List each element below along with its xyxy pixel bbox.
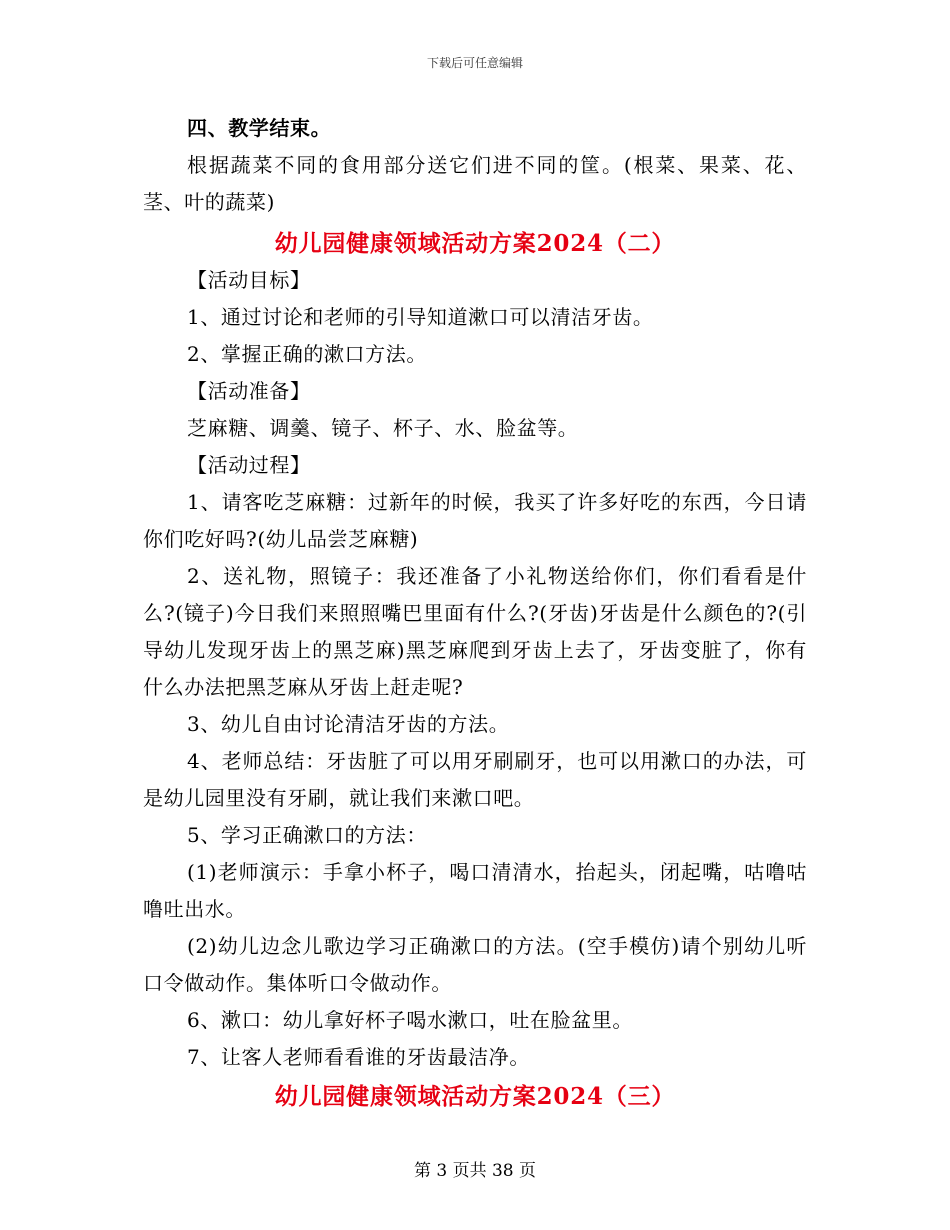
list-item: 1、请客吃芝麻糖：过新年的时候，我买了许多好吃的东西，今日请你们吃好吗?(幼儿品尝芝麻糖) (143, 490, 807, 551)
list-item: 4、老师总结：牙齿脏了可以用牙刷刷牙，也可以用漱口的办法，可是幼儿园里没有牙刷，就让我们来漱口吧。 (143, 749, 807, 810)
page-number: 第 3 页共 38 页 (413, 1161, 537, 1181)
section-heading: 幼儿园健康领域活动方案2024（三） (274, 1083, 676, 1110)
section-heading: 幼儿园健康领域活动方案2024（二） (274, 230, 676, 257)
section-title: 四、教学结束。 (187, 116, 332, 140)
paragraph: 根据蔬菜不同的食用部分送它们进不同的筐。(根菜、果菜、花、茎、叶的蔬菜) (143, 153, 807, 214)
process-label: 【活动过程】 (187, 453, 311, 477)
list-item: 3、幼儿自由讨论清洁牙齿的方法。 (187, 712, 510, 736)
goals-label: 【活动目标】 (187, 268, 311, 292)
list-item: 2、掌握正确的漱口方法。 (187, 342, 427, 366)
list-item: 7、让客人老师看看谁的牙齿最洁净。 (187, 1045, 530, 1069)
list-item: 5、学习正确漱口的方法： (187, 823, 427, 847)
sub-list-item: (2)幼儿边念儿歌边学习正确漱口的方法。(空手模仿)请个别幼儿听口令做动作。集体听口令做动作。 (143, 934, 807, 995)
prep-label: 【活动准备】 (187, 379, 311, 403)
document-body (143, 110, 807, 1115)
paragraph: 芝麻糖、调羹、镜子、杯子、水、脸盆等。 (187, 416, 579, 440)
list-item: 2、送礼物，照镜子：我还准备了小礼物送给你们，你们看看是什么?(镜子)今日我们来照照嘴巴里面有什么?(牙齿)牙齿是什么颜色的?(引导幼儿发现牙齿上的黑芝麻)黑芝麻爬到牙齿上去了，牙齿变脏了，你有什么办法把黑芝麻从牙齿上赶走呢? (143, 564, 807, 699)
list-item: 1、通过讨论和老师的引导知道漱口可以清洁牙齿。 (187, 305, 654, 329)
page-header: 下载后可任意编辑 (426, 56, 523, 70)
list-item: 6、漱口：幼儿拿好杯子喝水漱口，吐在脸盆里。 (187, 1008, 633, 1032)
sub-list-item: (1)老师演示：手拿小杯子，喝口清清水，抬起头，闭起嘴，咕噜咕噜吐出水。 (143, 860, 807, 921)
